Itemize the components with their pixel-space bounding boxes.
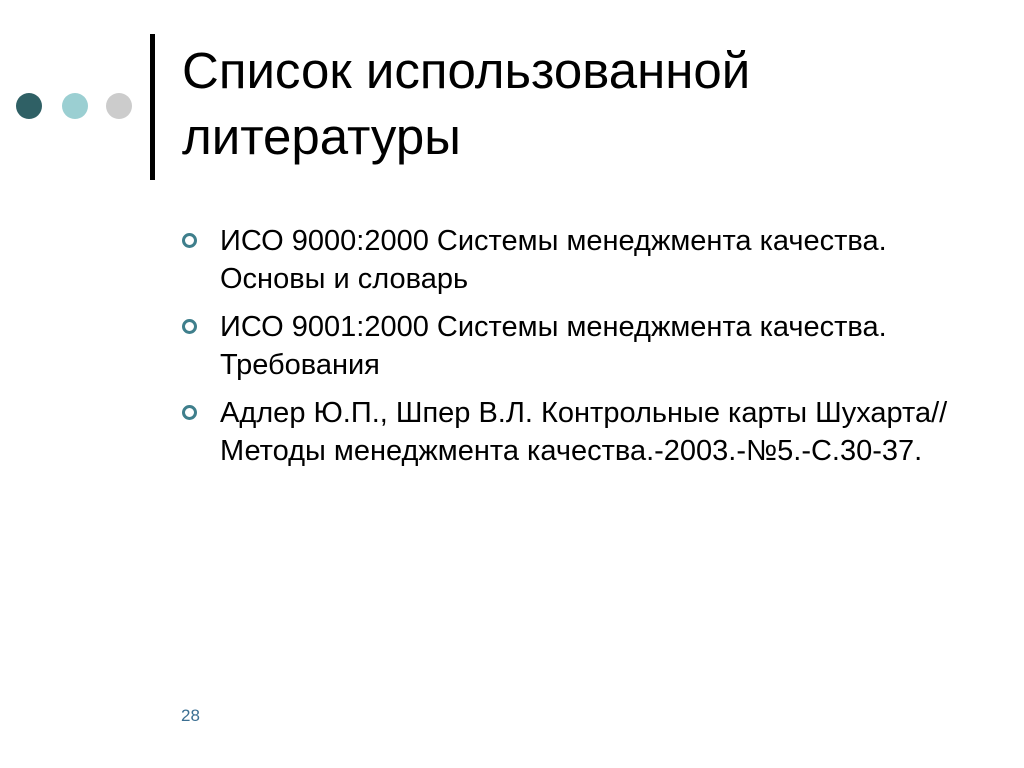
bibliography-list <box>182 222 962 480</box>
light-teal-dot-icon <box>62 93 88 119</box>
slide-number: 28 <box>181 706 200 725</box>
dark-teal-dot-icon <box>16 93 42 119</box>
bibliography-item-text: ИСО 9000:2000 Системы менеджмента качества. Основы и словарь <box>220 225 887 295</box>
bullet-icon <box>182 405 197 420</box>
bibliography-item <box>182 308 962 384</box>
title-divider <box>150 34 155 180</box>
gray-dot-icon <box>106 93 132 119</box>
slide-title: Список использованной литературы <box>182 42 751 165</box>
bibliography-item <box>182 394 962 470</box>
bibliography-item-text: ИСО 9001:2000 Системы менеджмента качества. Требования <box>220 311 887 381</box>
bullet-icon <box>182 233 197 248</box>
bullet-icon <box>182 319 197 334</box>
bibliography-item <box>182 222 962 298</box>
bibliography-item-text: Адлер Ю.П., Шпер В.Л. Контрольные карты Шухарта//Методы менеджмента качества.-2003.-№5.-С.30-37. <box>220 397 948 467</box>
